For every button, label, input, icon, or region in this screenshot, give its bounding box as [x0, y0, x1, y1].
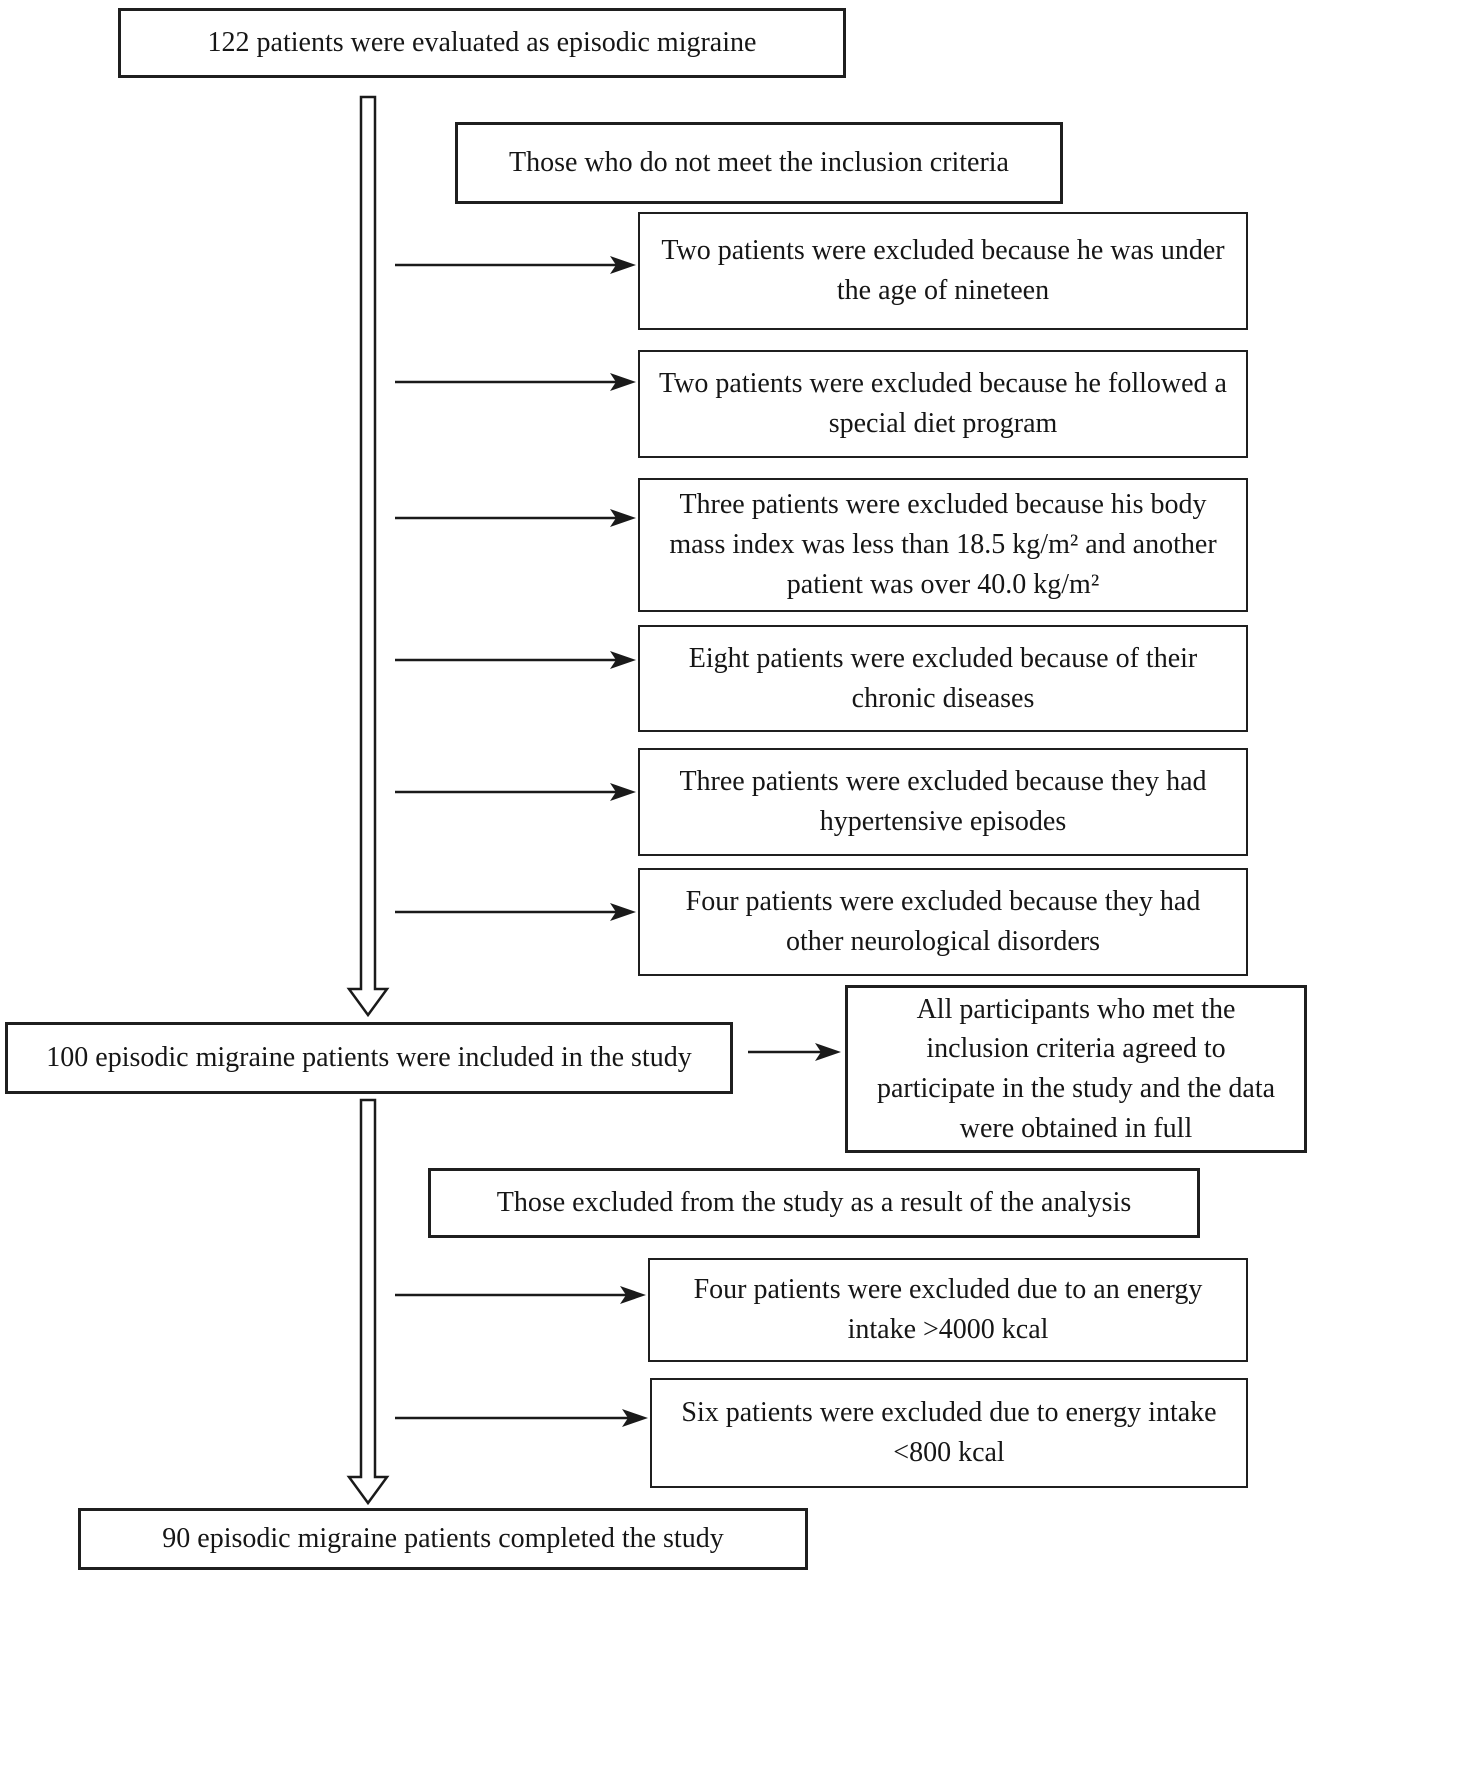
branch-arrow-3-head [610, 509, 636, 527]
branch-arrow-1-head [610, 256, 636, 274]
node-exclusion-chronic-diseases: Eight patients were excluded because of their chronic diseases [638, 625, 1248, 732]
node-included: 100 episodic migraine patients were included in the study [5, 1022, 733, 1094]
node-exclusion-energy-under-800: Six patients were excluded due to energy intake <800 kcal [650, 1378, 1248, 1488]
down-arrow-1 [349, 97, 387, 1015]
branch-arrow-4-head [610, 651, 636, 669]
branch-arrow-2-head [610, 373, 636, 391]
branch-arrow-5-head [610, 783, 636, 801]
note-arrow-head [815, 1043, 841, 1061]
node-analysis-exclusion-header: Those excluded from the study as a result of the analysis [428, 1168, 1200, 1238]
node-exclusion-bmi: Three patients were excluded because his body mass index was less than 18.5 kg/m² and another patient was over 40.0 kg/m² [638, 478, 1248, 612]
node-completed: 90 episodic migraine patients completed the study [78, 1508, 808, 1570]
node-start: 122 patients were evaluated as episodic migraine [118, 8, 846, 78]
node-exclusion-neurological: Four patients were excluded because they had other neurological disorders [638, 868, 1248, 976]
analysis-arrow-1-head [620, 1286, 646, 1304]
branch-arrow-6-head [610, 903, 636, 921]
down-arrow-2 [349, 1100, 387, 1503]
node-participants-note: All participants who met the inclusion criteria agreed to participate in the study and the data were obtained in full [845, 985, 1307, 1153]
node-inclusion-criteria-header: Those who do not meet the inclusion criteria [455, 122, 1063, 204]
node-exclusion-hypertensive: Three patients were excluded because they had hypertensive episodes [638, 748, 1248, 856]
node-exclusion-diet-program: Two patients were excluded because he followed a special diet program [638, 350, 1248, 458]
analysis-arrow-2-head [622, 1409, 648, 1427]
node-exclusion-energy-over-4000: Four patients were excluded due to an energy intake >4000 kcal [648, 1258, 1248, 1362]
node-exclusion-under-nineteen: Two patients were excluded because he was under the age of nineteen [638, 212, 1248, 330]
